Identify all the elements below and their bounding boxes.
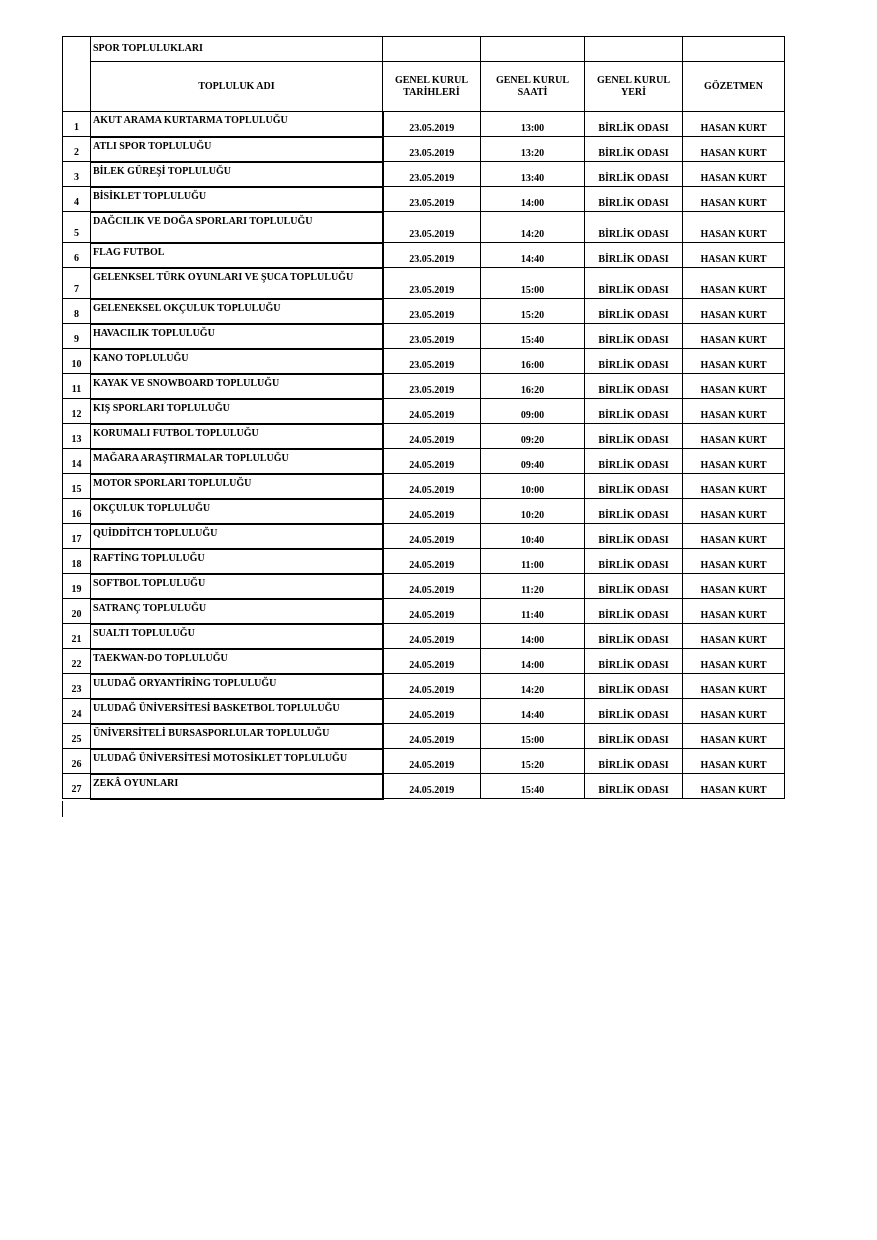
meeting-date: 24.05.2019 <box>383 499 481 524</box>
supervisor-name: HASAN KURT <box>683 524 785 549</box>
meeting-time: 16:00 <box>481 349 585 374</box>
meeting-date: 24.05.2019 <box>383 449 481 474</box>
meeting-date: 24.05.2019 <box>383 699 481 724</box>
supervisor-name: HASAN KURT <box>683 449 785 474</box>
row-number: 12 <box>63 399 91 424</box>
meeting-place: BİRLİK ODASI <box>585 137 683 162</box>
row-number: 1 <box>63 112 91 137</box>
row-number: 23 <box>63 674 91 699</box>
row-number: 21 <box>63 624 91 649</box>
meeting-time: 13:40 <box>481 162 585 187</box>
community-name: HAVACILIK TOPLULUĞU <box>91 324 383 349</box>
meeting-place: BİRLİK ODASI <box>585 187 683 212</box>
community-name: GELENEKSEL OKÇULUK TOPLULUĞU <box>91 299 383 324</box>
table-row <box>63 212 785 243</box>
meeting-place: BİRLİK ODASI <box>585 599 683 624</box>
column-header-time: GENEL KURUL SAATİ <box>481 62 585 112</box>
community-name: GELENKSEL TÜRK OYUNLARI VE ŞUCA TOPLULUĞU <box>91 268 383 299</box>
blank-header-cell <box>481 37 585 62</box>
supervisor-name: HASAN KURT <box>683 399 785 424</box>
meeting-place: BİRLİK ODASI <box>585 649 683 674</box>
table-row <box>63 243 785 268</box>
row-number: 16 <box>63 499 91 524</box>
meeting-time: 11:00 <box>481 549 585 574</box>
meeting-date: 23.05.2019 <box>383 268 481 299</box>
meeting-date: 23.05.2019 <box>383 349 481 374</box>
group-title-row <box>63 37 785 62</box>
row-number: 11 <box>63 374 91 399</box>
meeting-date: 24.05.2019 <box>383 749 481 774</box>
supervisor-name: HASAN KURT <box>683 112 785 137</box>
meeting-place: BİRLİK ODASI <box>585 162 683 187</box>
table-row <box>63 699 785 724</box>
supervisor-name: HASAN KURT <box>683 624 785 649</box>
row-number: 15 <box>63 474 91 499</box>
community-name: FLAG FUTBOL <box>91 243 383 268</box>
community-name: ATLI SPOR TOPLULUĞU <box>91 137 383 162</box>
meeting-date: 23.05.2019 <box>383 137 481 162</box>
table-row <box>63 524 785 549</box>
meeting-date: 24.05.2019 <box>383 549 481 574</box>
meeting-date: 24.05.2019 <box>383 724 481 749</box>
group-title: SPOR TOPLULUKLARI <box>91 37 383 62</box>
supervisor-name: HASAN KURT <box>683 724 785 749</box>
row-number: 9 <box>63 324 91 349</box>
row-number: 25 <box>63 724 91 749</box>
supervisor-name: HASAN KURT <box>683 324 785 349</box>
meeting-place: BİRLİK ODASI <box>585 724 683 749</box>
schedule-sheet <box>62 36 785 800</box>
supervisor-name: HASAN KURT <box>683 268 785 299</box>
meeting-time: 14:20 <box>481 674 585 699</box>
table-row <box>63 624 785 649</box>
meeting-time: 15:00 <box>481 724 585 749</box>
blank-header-cell <box>383 37 481 62</box>
meeting-place: BİRLİK ODASI <box>585 349 683 374</box>
meeting-date: 23.05.2019 <box>383 299 481 324</box>
table-row <box>63 474 785 499</box>
meeting-time: 10:00 <box>481 474 585 499</box>
row-number: 20 <box>63 599 91 624</box>
table-row <box>63 268 785 299</box>
table-row <box>63 724 785 749</box>
community-name: SUALTI TOPLULUĞU <box>91 624 383 649</box>
table-row <box>63 599 785 624</box>
column-header-row <box>63 62 785 112</box>
meeting-time: 15:20 <box>481 749 585 774</box>
meeting-place: BİRLİK ODASI <box>585 574 683 599</box>
table-row <box>63 549 785 574</box>
column-header-name: TOPLULUK ADI <box>91 62 383 112</box>
supervisor-name: HASAN KURT <box>683 599 785 624</box>
meeting-date: 23.05.2019 <box>383 187 481 212</box>
meeting-time: 10:40 <box>481 524 585 549</box>
table-row <box>63 674 785 699</box>
community-name: SOFTBOL TOPLULUĞU <box>91 574 383 599</box>
supervisor-name: HASAN KURT <box>683 162 785 187</box>
community-name: ÜNİVERSİTELİ BURSASPORLULAR TOPLULUĞU <box>91 724 383 749</box>
supervisor-name: HASAN KURT <box>683 299 785 324</box>
meeting-place: BİRLİK ODASI <box>585 699 683 724</box>
meeting-place: BİRLİK ODASI <box>585 749 683 774</box>
meeting-place: BİRLİK ODASI <box>585 399 683 424</box>
meeting-date: 23.05.2019 <box>383 212 481 243</box>
meeting-time: 10:20 <box>481 499 585 524</box>
community-name: QUİDDİTCH TOPLULUĞU <box>91 524 383 549</box>
column-header-date: GENEL KURUL TARİHLERİ <box>383 62 481 112</box>
row-number: 22 <box>63 649 91 674</box>
supervisor-name: HASAN KURT <box>683 774 785 799</box>
row-number: 19 <box>63 574 91 599</box>
meeting-time: 15:40 <box>481 774 585 799</box>
community-name: BİLEK GÜREŞİ TOPLULUĞU <box>91 162 383 187</box>
meeting-date: 24.05.2019 <box>383 474 481 499</box>
meeting-time: 11:40 <box>481 599 585 624</box>
row-number: 8 <box>63 299 91 324</box>
meeting-date: 24.05.2019 <box>383 774 481 799</box>
row-number: 7 <box>63 268 91 299</box>
table-row <box>63 374 785 399</box>
meeting-date: 23.05.2019 <box>383 112 481 137</box>
community-name: OKÇULUK TOPLULUĞU <box>91 499 383 524</box>
community-name: KORUMALI FUTBOL TOPLULUĞU <box>91 424 383 449</box>
community-name: MOTOR SPORLARI TOPLULUĞU <box>91 474 383 499</box>
meeting-time: 16:20 <box>481 374 585 399</box>
column-header-place: GENEL KURUL YERİ <box>585 62 683 112</box>
community-name: TAEKWAN-DO TOPLULUĞU <box>91 649 383 674</box>
meeting-date: 24.05.2019 <box>383 674 481 699</box>
meeting-time: 15:00 <box>481 268 585 299</box>
table-row <box>63 649 785 674</box>
table-row <box>63 324 785 349</box>
meeting-place: BİRLİK ODASI <box>585 449 683 474</box>
meeting-place: BİRLİK ODASI <box>585 112 683 137</box>
row-number: 27 <box>63 774 91 799</box>
schedule-table-body <box>63 37 785 799</box>
meeting-time: 14:20 <box>481 212 585 243</box>
row-number: 24 <box>63 699 91 724</box>
meeting-time: 15:40 <box>481 324 585 349</box>
meeting-time: 11:20 <box>481 574 585 599</box>
meeting-place: BİRLİK ODASI <box>585 524 683 549</box>
meeting-date: 24.05.2019 <box>383 649 481 674</box>
table-row <box>63 349 785 374</box>
row-number: 14 <box>63 449 91 474</box>
table-row <box>63 499 785 524</box>
supervisor-name: HASAN KURT <box>683 549 785 574</box>
supervisor-name: HASAN KURT <box>683 349 785 374</box>
table-row <box>63 187 785 212</box>
supervisor-name: HASAN KURT <box>683 499 785 524</box>
meeting-date: 23.05.2019 <box>383 374 481 399</box>
row-number: 2 <box>63 137 91 162</box>
row-number: 13 <box>63 424 91 449</box>
meeting-place: BİRLİK ODASI <box>585 374 683 399</box>
meeting-time: 09:40 <box>481 449 585 474</box>
community-name: MAĞARA ARAŞTIRMALAR TOPLULUĞU <box>91 449 383 474</box>
schedule-table <box>62 36 785 800</box>
column-header-supervisor: GÖZETMEN <box>683 62 785 112</box>
supervisor-name: HASAN KURT <box>683 674 785 699</box>
community-name: AKUT ARAMA KURTARMA TOPLULUĞU <box>91 112 383 137</box>
meeting-place: BİRLİK ODASI <box>585 324 683 349</box>
meeting-time: 09:20 <box>481 424 585 449</box>
table-row <box>63 424 785 449</box>
supervisor-name: HASAN KURT <box>683 187 785 212</box>
community-name: SATRANÇ TOPLULUĞU <box>91 599 383 624</box>
meeting-time: 14:40 <box>481 699 585 724</box>
table-row <box>63 299 785 324</box>
table-row <box>63 449 785 474</box>
table-row <box>63 749 785 774</box>
table-row <box>63 399 785 424</box>
meeting-place: BİRLİK ODASI <box>585 674 683 699</box>
meeting-date: 24.05.2019 <box>383 599 481 624</box>
supervisor-name: HASAN KURT <box>683 474 785 499</box>
meeting-place: BİRLİK ODASI <box>585 774 683 799</box>
meeting-place: BİRLİK ODASI <box>585 499 683 524</box>
meeting-date: 23.05.2019 <box>383 162 481 187</box>
supervisor-name: HASAN KURT <box>683 212 785 243</box>
meeting-date: 24.05.2019 <box>383 399 481 424</box>
meeting-place: BİRLİK ODASI <box>585 243 683 268</box>
meeting-time: 14:00 <box>481 624 585 649</box>
supervisor-name: HASAN KURT <box>683 243 785 268</box>
row-number: 17 <box>63 524 91 549</box>
community-name: ULUDAĞ ÜNİVERSİTESİ MOTOSİKLET TOPLULUĞU <box>91 749 383 774</box>
meeting-place: BİRLİK ODASI <box>585 624 683 649</box>
supervisor-name: HASAN KURT <box>683 749 785 774</box>
supervisor-name: HASAN KURT <box>683 137 785 162</box>
community-name: KIŞ SPORLARI TOPLULUĞU <box>91 399 383 424</box>
meeting-place: BİRLİK ODASI <box>585 474 683 499</box>
row-number: 4 <box>63 187 91 212</box>
row-number: 10 <box>63 349 91 374</box>
blank-header-cell <box>683 37 785 62</box>
meeting-place: BİRLİK ODASI <box>585 549 683 574</box>
table-row <box>63 574 785 599</box>
community-name: RAFTİNG TOPLULUĞU <box>91 549 383 574</box>
supervisor-name: HASAN KURT <box>683 699 785 724</box>
supervisor-name: HASAN KURT <box>683 649 785 674</box>
community-name: ULUDAĞ ORYANTİRİNG TOPLULUĞU <box>91 674 383 699</box>
meeting-date: 24.05.2019 <box>383 424 481 449</box>
meeting-time: 14:00 <box>481 649 585 674</box>
table-row <box>63 774 785 799</box>
row-number: 18 <box>63 549 91 574</box>
meeting-place: BİRLİK ODASI <box>585 424 683 449</box>
row-number: 26 <box>63 749 91 774</box>
row-number: 3 <box>63 162 91 187</box>
meeting-date: 23.05.2019 <box>383 324 481 349</box>
row-number: 5 <box>63 212 91 243</box>
table-row <box>63 112 785 137</box>
supervisor-name: HASAN KURT <box>683 574 785 599</box>
meeting-time: 15:20 <box>481 299 585 324</box>
meeting-place: BİRLİK ODASI <box>585 268 683 299</box>
meeting-time: 14:00 <box>481 187 585 212</box>
meeting-time: 09:00 <box>481 399 585 424</box>
blank-header-cell <box>585 37 683 62</box>
number-header-cell <box>63 37 91 112</box>
community-name: DAĞCILIK VE DOĞA SPORLARI TOPLULUĞU <box>91 212 383 243</box>
table-row <box>63 162 785 187</box>
community-name: KAYAK VE SNOWBOARD TOPLULUĞU <box>91 374 383 399</box>
meeting-time: 13:00 <box>481 112 585 137</box>
community-name: KANO TOPLULUĞU <box>91 349 383 374</box>
community-name: ULUDAĞ ÜNİVERSİTESİ BASKETBOL TOPLULUĞU <box>91 699 383 724</box>
row-number: 6 <box>63 243 91 268</box>
supervisor-name: HASAN KURT <box>683 424 785 449</box>
meeting-date: 24.05.2019 <box>383 574 481 599</box>
community-name: ZEKÂ OYUNLARI <box>91 774 383 799</box>
meeting-date: 24.05.2019 <box>383 524 481 549</box>
meeting-time: 14:40 <box>481 243 585 268</box>
supervisor-name: HASAN KURT <box>683 374 785 399</box>
meeting-time: 13:20 <box>481 137 585 162</box>
meeting-date: 23.05.2019 <box>383 243 481 268</box>
table-row <box>63 137 785 162</box>
meeting-place: BİRLİK ODASI <box>585 212 683 243</box>
meeting-place: BİRLİK ODASI <box>585 299 683 324</box>
meeting-date: 24.05.2019 <box>383 624 481 649</box>
community-name: BİSİKLET TOPLULUĞU <box>91 187 383 212</box>
table-left-rule-extension <box>62 801 63 817</box>
